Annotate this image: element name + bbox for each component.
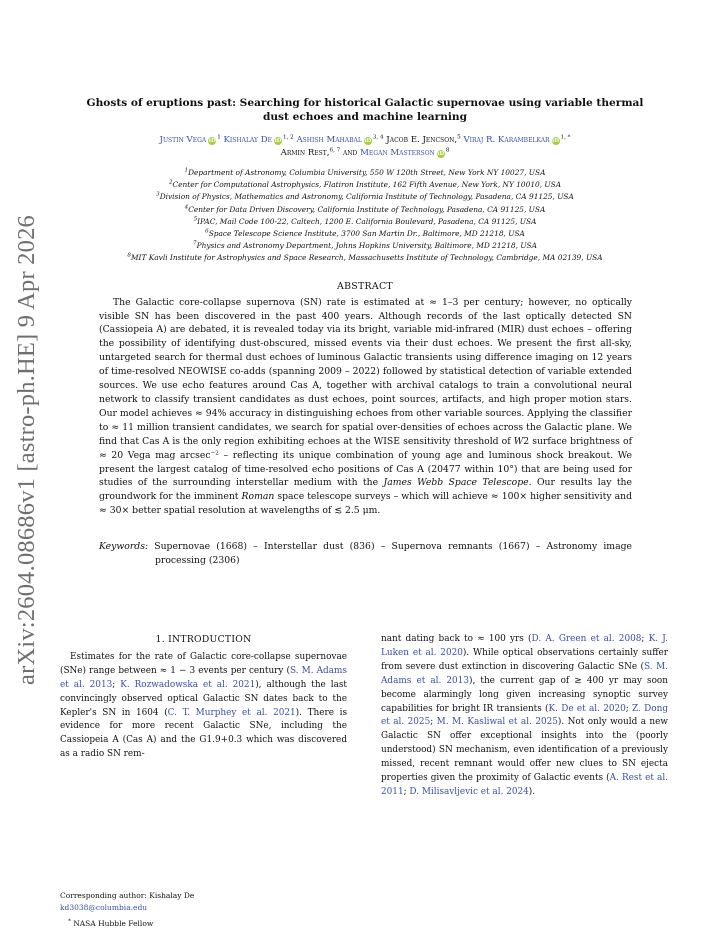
- author-name[interactable]: Kishalay De: [223, 135, 273, 145]
- citation-link[interactable]: S. M. Adams et al. 2013: [60, 665, 347, 690]
- arxiv-sidebar: [2, 215, 52, 685]
- author-name[interactable]: Ashish Mahabal: [296, 135, 362, 145]
- author-name[interactable]: Megan Masterson: [360, 147, 435, 158]
- left-column: [60, 633, 347, 762]
- orcid-icon[interactable]: iD: [552, 138, 559, 144]
- citation-link[interactable]: S. M. Adams et al. 2013: [381, 661, 668, 686]
- paper-title: Ghosts of eruptions past: Searching for historical Galactic supernovae using variable thermal dust echoes and machine learning: [86, 97, 644, 123]
- citation-link[interactable]: C. T. Murphey et al. 2021: [167, 707, 296, 718]
- citation-link[interactable]: Z. Dong et al. 2025: [381, 703, 669, 728]
- author-name[interactable]: Justin Vega: [159, 135, 207, 145]
- paper-page: [60, 96, 670, 568]
- affiliation: $^7$Physics and Astronomy Department, Johns Hopkins University, Baltimore, MD 21218, USA: [193, 240, 537, 251]
- intro-paragraph: Estimates for the rate of Galactic core-collapse supernovae (SNe) range between ≈ 1 − 3 events per century (S. M. Adams et al. 2013; K. Rozwadowska et al. 2021), although the last convincingly observed optical Galactic SN dates back to the Kepler's SN in 1604 (C. T. Murphey et al. 2021). There is evidence for more recent Galactic SNe, including the Cassiopeia A (Cas A) and the G1.9+0.3 which was discovered as a radio SN rem-: [60, 651, 348, 760]
- author-conjunction: and: [342, 147, 358, 158]
- orcid-icon[interactable]: iD: [274, 138, 282, 144]
- orcid-icon[interactable]: iD: [364, 138, 372, 144]
- citation-link[interactable]: K. Rozwadowska et al. 2021: [120, 679, 256, 690]
- abstract-heading: ABSTRACT: [337, 280, 393, 292]
- author-list: Justin Vega $iD^1$ Kishalay De iD$^{1, 2}$ Ashish Mahabal iD$^{3, 4}$ Jacob E. Jencson,$^5$ Viraj R. Karambelkar $iD^{1, *}$ Armin Rest,$^{6, 7}$ and Megan Masterson $iD^8$: [159, 134, 571, 158]
- intro-paragraph-continued: nant dating back to ≈ 100 yrs (D. A. Green et al. 2008; K. J. Luken et al. 2020). While optical observations certainly suffer from severe dust extinction in discovering Galactic SNe (S. M. Adams et al. 2013), the current gap of ≳ 400 yr may soon become alarmingly long given increasing synoptic survey capabilities for bright IR transients (K. De et al. 2020; Z. Dong et al. 2025; M. M. Kasliwal et al. 2025). Not only would a new Galactic SN offer exceptional insights into the (poorly understood) SN mechanism, even identification of a previously missed, recent remnant would offer new clues to SN ejecta properties given the proximity of Galactic events (A. Rest et al. 2011; D. Milisavljevic et al. 2024).: [381, 634, 669, 797]
- citation-link[interactable]: A. Rest et al. 2011: [381, 773, 668, 797]
- right-column: [381, 633, 668, 800]
- citation-link[interactable]: M. M. Kasliwal et al. 2025: [436, 717, 558, 728]
- citation-link[interactable]: K. J. Luken et al. 2020: [381, 634, 668, 658]
- email-link[interactable]: kd3038@columbia.edu: [60, 902, 148, 912]
- affiliation: $^3$Division of Physics, Mathematics and Astronomy, California Institute of Technology, Pasadena, CA 91125, USA: [156, 191, 574, 202]
- citation-link[interactable]: D. A. Green et al. 2008: [531, 634, 642, 644]
- orcid-icon[interactable]: iD: [208, 138, 216, 144]
- affiliation: $^5$IPAC, Mail Code 100-22, Caltech, 1200 E. California Boulevard, Pasadena, CA 91125, USA: [193, 216, 537, 226]
- corresponding-author: Corresponding author: Kishalay De: [60, 891, 195, 900]
- abstract-body: The Galactic core-collapse supernova (SN) rate is estimated at ≈ 1–3 per century; however, no optically visible SN has been discovered in the past 400 years. Although records of the last optically detected SN (Cassiopeia A) are debated, it is revealed today via its bright, variable mid-infrared (MIR) dust echoes – offering the possibility of identifying dust-obscured, missed events via their dust echoes. We present the first all-sky, untargeted search for thermal dust echoes of luminous Galactic transients using difference imaging on 12 years of time-resolved NEOWISE co-adds (spanning 2009 – 2022) followed by statistical detection of variable extended sources. We use echo features around Cas A, together with archival catalogs to train a convolutional neural network to classify transient candidates as dust echoes, point sources, artifacts, and high proper motion stars. Our model achieves ≈ 94% accuracy in distinguishing echoes from other variable sources. Applying the classifier to ≈ 11 million transient candidates, we search for spatial over-densities of echoes across the Galactic plane. We find that Cas A is the only region exhibiting echoes at the WISE sensitivity threshold of W2 surface brightness of ≈ 20 Vega mag arcsec$^{-2}$ – reflecting its unique combination of young age and luminous shock breakout. We present the largest catalog of time-resolved echo positions of Cas A (20477 within 10°) that are being used for studies of the surrounding interstellar medium with the James Webb Space Telescope. Our results lay the groundwork for the imminent Roman space telescope surveys – which will achieve ≈ 100× higher sensitivity and ≈ 30× better spatial resolution at wavelengths of ≲ 2.5 μm.: [99, 296, 632, 517]
- footnote-block: [60, 890, 347, 930]
- keywords: Keywords: Supernovae (1668) – Interstellar dust (836) – Supernova remnants (1667) – Astronomy image processing (2306): [99, 541, 632, 567]
- section-heading: 1. INTRODUCTION: [155, 634, 252, 645]
- affiliation-list: [60, 167, 670, 265]
- affiliation: $^4$Center for Data Driven Discovery, California Institute of Technology, Pasadena, CA 91125, USA: [184, 204, 546, 214]
- affiliation: $^2$Center for Computational Astrophysics, Flatiron Institute, 162 Fifth Avenue, New York, NY 10010, USA: [168, 179, 562, 190]
- author-name[interactable]: Viraj R. Karambelkar: [463, 135, 550, 145]
- affiliation: $^6$Space Telescope Science Institute, 3700 San Martin Dr., Baltimore, MD 21218, USA: [205, 228, 525, 239]
- orcid-icon[interactable]: iD: [437, 150, 445, 157]
- author-name: Armin Rest,: [280, 147, 330, 158]
- fellow-note: * NASA Hubble Fellow: [68, 918, 154, 928]
- citation-link[interactable]: K. De et al. 2020: [548, 703, 626, 714]
- affiliation: $^1$Department of Astronomy, Columbia University, 550 W 120th Street, New York NY 10027, USA: [184, 167, 546, 177]
- citation-link[interactable]: D. Milisavljevic et al. 2024: [409, 786, 529, 797]
- affiliation: $^8$MIT Kavli Institute for Astrophysics and Space Research, Massachusetts Institute of Technology, Cambridge, MA 02139, USA: [127, 252, 603, 263]
- arxiv-identifier: arXiv:2604.08686v1 [astro-ph.HE] 9 Apr 2026: [13, 215, 41, 685]
- author-name: Jacob E. Jencson,: [386, 135, 458, 145]
